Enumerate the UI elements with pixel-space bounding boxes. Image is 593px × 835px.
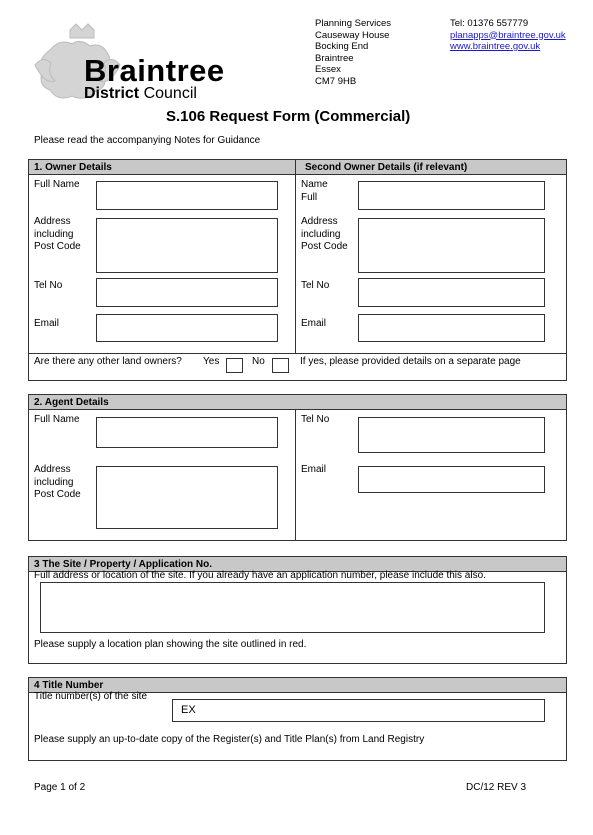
other-owners-question: Are there any other land owners? — [34, 356, 182, 367]
intro-text: Please read the accompanying Notes for Guidance — [34, 135, 261, 146]
second-owner-address-field[interactable] — [358, 218, 545, 273]
second-owner-address-label — [301, 216, 348, 254]
land-registry-note: Please supply an up-to-date copy of the Register(s) and Title Plan(s) from Land Registry — [34, 734, 425, 745]
row-divider — [29, 353, 566, 354]
contact-block — [450, 18, 566, 53]
second-owner-heading: Second Owner Details (if relevant) — [305, 162, 468, 173]
title-number-heading: 4 Title Number — [34, 680, 104, 691]
logo-wordmark-braintree: Braintree — [84, 53, 225, 88]
owner-email-label: Email — [34, 318, 60, 329]
agent-full-name-field[interactable] — [96, 417, 278, 448]
agent-address-label — [34, 464, 81, 502]
if-yes-note: If yes, please provided details on a separate page — [300, 356, 521, 367]
second-owner-email-field[interactable] — [358, 314, 545, 342]
address-label-line: Address — [34, 464, 71, 475]
address-line: Braintree — [315, 52, 354, 64]
second-owner-name-label — [301, 179, 328, 204]
logo-district: District — [84, 85, 140, 102]
address-line: Essex — [315, 64, 341, 75]
column-divider — [295, 410, 296, 540]
email-link[interactable]: planapps@braintree.gov.uk — [450, 29, 566, 41]
other-owners-yes-checkbox[interactable] — [226, 358, 243, 373]
location-plan-note: Please supply a location plan showing the site outlined in red. — [34, 639, 307, 650]
agent-details-heading: 2. Agent Details — [34, 397, 109, 408]
address-label-line: Address — [301, 216, 338, 227]
owner-details-heading: 1. Owner Details — [34, 162, 112, 173]
address-line: Planning Services — [315, 18, 392, 29]
owner-full-name-field[interactable] — [96, 181, 278, 210]
logo-wordmark-district-council — [84, 86, 197, 102]
section2-header — [29, 395, 566, 410]
second-owner-tel-label: Tel No — [301, 280, 330, 291]
agent-full-name-label: Full Name — [34, 414, 80, 425]
title-number-label: Title number(s) of the site — [34, 691, 148, 702]
second-owner-email-label: Email — [301, 318, 327, 329]
address-label-line: Post Code — [301, 241, 348, 252]
address-block — [315, 18, 391, 87]
form-reference: DC/12 REV 3 — [466, 782, 527, 793]
telephone: Tel: 01376 557779 — [450, 18, 529, 29]
form-title: S.106 Request Form (Commercial) — [166, 108, 411, 125]
title-number-value: EX — [181, 704, 196, 716]
address-line: Causeway House — [315, 29, 390, 41]
second-owner-tel-field[interactable] — [358, 278, 545, 307]
owner-tel-label: Tel No — [34, 280, 63, 291]
agent-tel-label: Tel No — [301, 414, 330, 425]
address-label-line: Post Code — [34, 241, 81, 252]
address-line: CM7 9HB — [315, 75, 357, 87]
agent-email-label: Email — [301, 464, 327, 475]
other-owners-yes-label: Yes — [203, 356, 220, 367]
address-label-line: including — [301, 228, 341, 240]
address-line: Bocking End — [315, 41, 369, 52]
address-label-line: including — [34, 228, 74, 240]
other-owners-no-label: No — [252, 356, 265, 367]
site-address-field[interactable] — [40, 582, 545, 633]
owner-full-name-label: Full Name — [34, 179, 80, 190]
owner-tel-field[interactable] — [96, 278, 278, 307]
agent-email-field[interactable] — [358, 466, 545, 493]
title-number-field[interactable] — [172, 699, 545, 722]
website-link[interactable]: www.braintree.gov.uk — [450, 41, 541, 52]
address-label-line: Post Code — [34, 489, 81, 500]
agent-tel-field[interactable] — [358, 417, 545, 453]
column-divider — [295, 160, 296, 353]
owner-address-field[interactable] — [96, 218, 278, 273]
section1-header — [29, 160, 566, 175]
agent-address-field[interactable] — [96, 466, 278, 529]
other-owners-no-checkbox[interactable] — [272, 358, 289, 373]
site-instruction: Full address or location of the site. If you already have an application number, please include this also. — [34, 570, 486, 581]
page-number: Page 1 of 2 — [34, 782, 86, 793]
owner-address-label — [34, 216, 81, 254]
address-label-line: including — [34, 476, 74, 488]
name-label-line: Full — [301, 191, 318, 203]
second-owner-name-field[interactable] — [358, 181, 545, 210]
owner-email-field[interactable] — [96, 314, 278, 342]
site-details-heading: 3 The Site / Property / Application No. — [34, 559, 212, 570]
address-label-line: Address — [34, 216, 71, 227]
logo-council: Council — [143, 85, 197, 102]
name-label-line: Name — [301, 179, 328, 190]
